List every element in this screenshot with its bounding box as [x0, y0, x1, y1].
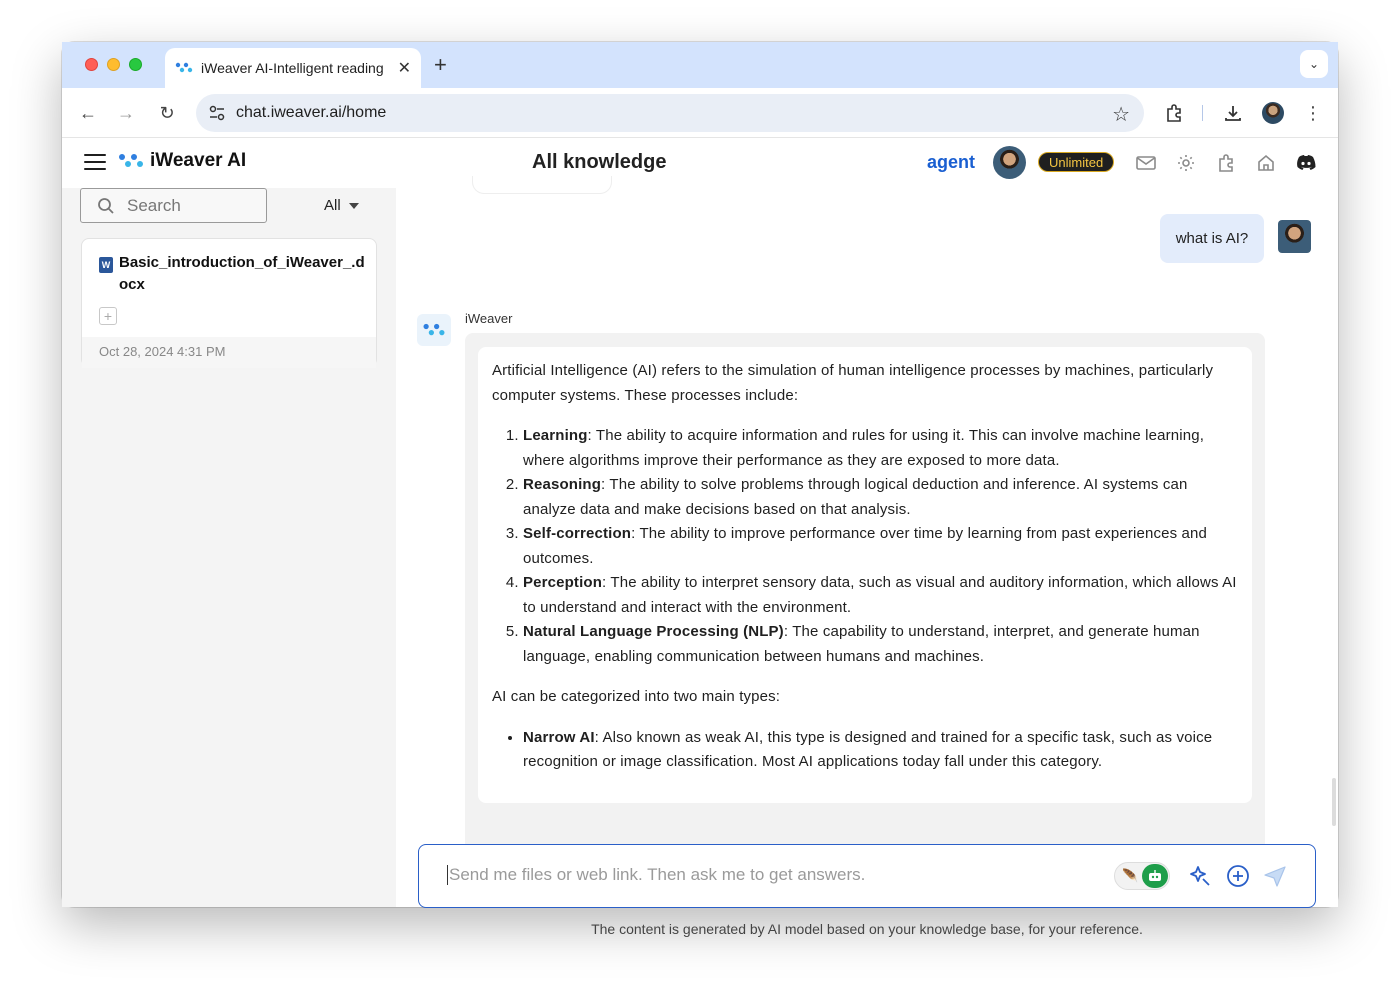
previous-message-edge: [472, 176, 612, 194]
list-item: [523, 424, 1238, 473]
list-item: [523, 473, 1238, 522]
list-item-text: : The ability to solve problems through logical deduction and inference. AI systems can analyze data and make decisions based on that analysis.: [523, 476, 1188, 518]
list-item-text: : The ability to acquire information and rules for using it. This can involve machine learning, where algorithms improve their performance as they are exposed to more data.: [523, 427, 1205, 469]
list-item-text: : The capability to understand, interpret, and generate human language, enabling communication between humans and machines.: [523, 623, 1200, 665]
extensions-puzzle-icon[interactable]: [1162, 101, 1186, 125]
tab-strip: [62, 42, 1338, 88]
maximize-window-button[interactable]: [129, 58, 142, 71]
brand-name: iWeaver AI: [150, 150, 247, 171]
tab-search-chevron-icon[interactable]: ⌄: [1300, 50, 1328, 78]
types-list: [523, 726, 1238, 775]
filter-dropdown[interactable]: [324, 197, 359, 214]
user-avatar[interactable]: [993, 146, 1026, 179]
chat-scrollbar[interactable]: [1332, 778, 1336, 826]
document-card[interactable]: [81, 238, 377, 367]
download-icon[interactable]: [1221, 101, 1245, 125]
list-item-term: Narrow AI: [523, 728, 595, 746]
feather-icon: 🪶: [1122, 868, 1139, 883]
bot-answer: [478, 347, 1252, 803]
plugin-puzzle-icon[interactable]: [1215, 152, 1237, 174]
profile-avatar-image: [1262, 102, 1284, 124]
add-tag-icon[interactable]: +: [99, 307, 117, 325]
list-item-term: Reasoning: [523, 476, 602, 493]
new-tab-icon[interactable]: +: [434, 52, 447, 77]
document-footer: [82, 337, 376, 368]
browser-toolbar: [62, 88, 1338, 138]
menu-hamburger-icon[interactable]: [84, 154, 106, 170]
process-list: [523, 424, 1238, 669]
ai-disclaimer: The content is generated by AI model based on your knowledge base, for your reference.: [591, 921, 1143, 937]
bookmark-star-icon[interactable]: ☆: [1112, 104, 1130, 126]
document-name: Basic_introduction_of_iWeaver_.docx: [119, 254, 365, 293]
list-item-text: : Also known as weak AI, this type is designed and trained for a specific task, such as voice recognition or image classification. Most AI applications today fall under this category.: [523, 728, 1213, 770]
browser-tab-active[interactable]: [165, 48, 421, 88]
robot-icon: [1142, 864, 1168, 888]
site-settings-icon[interactable]: [208, 104, 226, 122]
tab-title: iWeaver AI-Intelligent reading: [201, 60, 384, 76]
discord-icon[interactable]: [1295, 152, 1317, 174]
toolbar-divider: [1202, 105, 1203, 121]
caret-down-icon: [349, 203, 359, 209]
tab-close-icon[interactable]: ✕: [397, 60, 411, 77]
answer-intro: Artificial Intelligence (AI) refers to the simulation of human intelligence processes by machines, particularly computer systems. These processes include:: [492, 362, 1214, 404]
more-menu-icon[interactable]: ⋮: [1304, 102, 1322, 123]
list-item-text: : The ability to interpret sensory data, such as visual and auditory information, which allows AI to understand and interact with the environment.: [523, 574, 1237, 616]
list-item-text: : The ability to improve performance over time by learning from past experiences and outcomes.: [523, 525, 1208, 567]
document-date: Oct 28, 2024 4:31 PM: [99, 344, 226, 359]
home-icon[interactable]: [1255, 152, 1277, 174]
magic-sparkle-icon[interactable]: [1187, 863, 1213, 889]
settings-gear-icon[interactable]: [1175, 152, 1197, 174]
agent-link[interactable]: agent: [927, 152, 976, 172]
iweaver-bot-icon: [422, 323, 446, 337]
minimize-window-button[interactable]: [107, 58, 120, 71]
mail-icon[interactable]: [1135, 152, 1157, 174]
list-item-term: Learning: [523, 427, 588, 444]
bot-avatar: [417, 314, 451, 346]
url-text[interactable]: chat.iweaver.ai/home: [236, 104, 387, 121]
list-item: [523, 571, 1238, 620]
list-item-term: Perception: [523, 574, 603, 591]
list-item: [523, 726, 1238, 775]
list-item: [523, 522, 1238, 571]
address-bar[interactable]: [196, 94, 1144, 132]
knowledge-sidebar: [62, 188, 396, 907]
search-input[interactable]: [80, 188, 267, 223]
iweaver-logo-icon: [118, 153, 144, 169]
user-message-bubble: [1160, 214, 1264, 263]
profile-avatar[interactable]: [1261, 101, 1285, 125]
app-header: [62, 138, 1338, 188]
send-icon[interactable]: [1262, 863, 1288, 889]
bot-answer-container: [465, 333, 1265, 853]
chat-input-box: [418, 844, 1316, 908]
plan-badge[interactable]: Unlimited: [1038, 152, 1114, 172]
close-window-button[interactable]: [85, 58, 98, 71]
chat-input[interactable]: [447, 865, 1087, 885]
brand-logo[interactable]: [118, 150, 246, 172]
list-item: [523, 620, 1238, 669]
answer-types-intro: AI can be categorized into two main types:: [492, 688, 781, 705]
back-arrow-icon[interactable]: ←: [79, 102, 97, 123]
browser-window: [62, 42, 1338, 937]
filter-label: All: [324, 197, 341, 214]
chat-panel: [396, 188, 1338, 937]
bot-name: iWeaver: [465, 311, 513, 326]
search-placeholder: Search: [127, 195, 181, 215]
reload-icon[interactable]: ↻: [159, 102, 175, 123]
iweaver-favicon-icon: [175, 62, 193, 74]
user-message-avatar: [1278, 220, 1311, 253]
search-icon: [97, 197, 115, 215]
user-message-text: what is AI?: [1175, 230, 1249, 247]
list-item-term: Natural Language Processing (NLP): [523, 623, 784, 640]
agent-mode-toggle[interactable]: [1114, 862, 1170, 890]
forward-arrow-icon[interactable]: →: [117, 102, 135, 123]
page-title: All knowledge: [532, 151, 667, 173]
list-item-term: Self-correction: [523, 525, 632, 542]
add-circle-icon[interactable]: [1225, 863, 1251, 889]
word-doc-icon: W: [99, 257, 113, 273]
